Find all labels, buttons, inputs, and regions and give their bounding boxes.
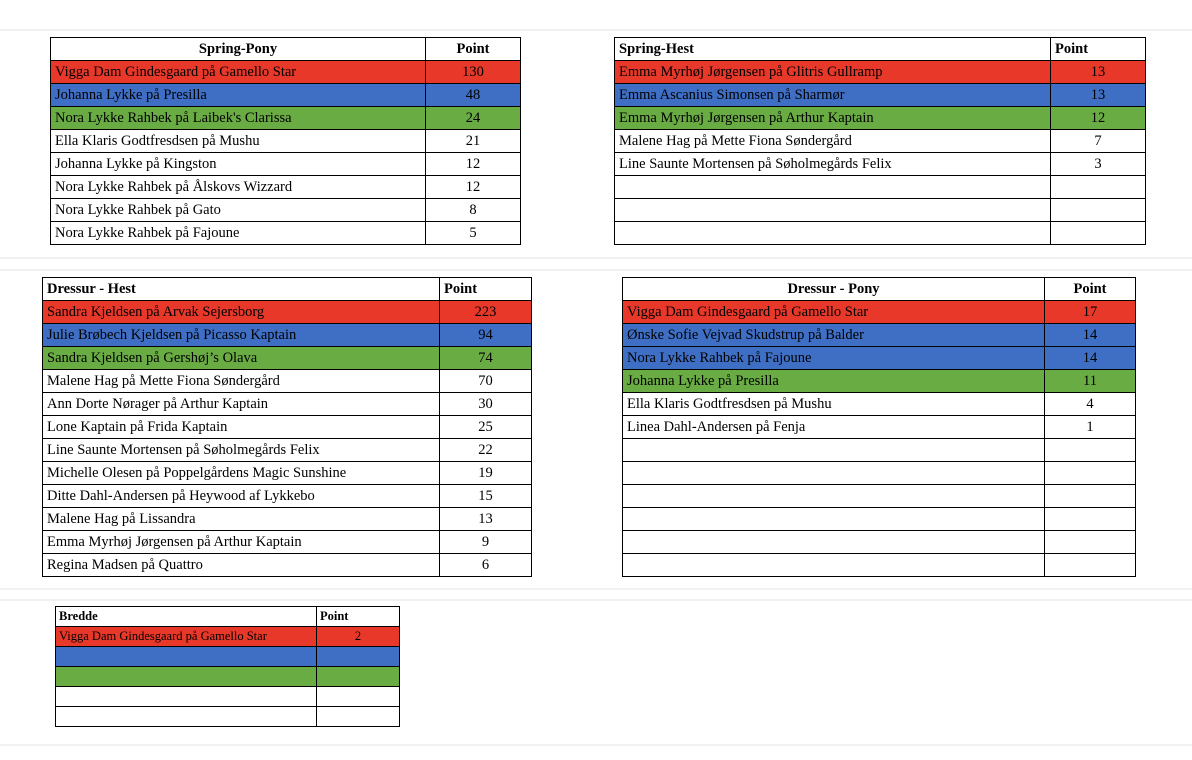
name-cell[interactable]: Michelle Olesen på Poppelgårdens Magic Sunshine bbox=[43, 462, 440, 485]
table-row bbox=[43, 347, 532, 370]
table-row bbox=[51, 222, 521, 245]
table-row bbox=[615, 130, 1146, 153]
table-row bbox=[615, 222, 1146, 245]
point-cell[interactable] bbox=[317, 667, 400, 687]
point-cell[interactable]: 12 bbox=[426, 176, 521, 199]
name-cell[interactable]: Sandra Kjeldsen på Arvak Sejersborg bbox=[43, 301, 440, 324]
table-row bbox=[623, 416, 1136, 439]
header-row bbox=[615, 38, 1146, 61]
point-cell[interactable] bbox=[1045, 554, 1136, 577]
table-row bbox=[43, 416, 532, 439]
point-cell[interactable]: 74 bbox=[440, 347, 532, 370]
name-cell[interactable]: Malene Hag på Mette Fiona Søndergård bbox=[615, 130, 1051, 153]
point-cell[interactable]: 13 bbox=[1051, 61, 1146, 84]
table-row bbox=[623, 439, 1136, 462]
point-cell[interactable]: 30 bbox=[440, 393, 532, 416]
table-row bbox=[623, 508, 1136, 531]
point-cell[interactable]: 25 bbox=[440, 416, 532, 439]
point-cell[interactable]: 17 bbox=[1045, 301, 1136, 324]
table-row bbox=[43, 393, 532, 416]
bredde-table bbox=[55, 606, 400, 727]
table-row bbox=[623, 347, 1136, 370]
name-cell[interactable]: Vigga Dam Gindesgaard på Gamello Star bbox=[51, 61, 426, 84]
table-row bbox=[623, 554, 1136, 577]
table-row bbox=[43, 462, 532, 485]
header-name-cell[interactable]: Bredde bbox=[56, 607, 317, 627]
name-cell[interactable]: Nora Lykke Rahbek på Fajoune bbox=[623, 347, 1045, 370]
point-cell[interactable]: 70 bbox=[440, 370, 532, 393]
name-cell[interactable]: Sandra Kjeldsen på Gershøj’s Olava bbox=[43, 347, 440, 370]
header-point-cell[interactable]: Point bbox=[1051, 38, 1146, 61]
dressur-hest-table bbox=[42, 277, 532, 577]
point-cell[interactable]: 14 bbox=[1045, 347, 1136, 370]
table-row bbox=[615, 61, 1146, 84]
point-cell[interactable]: 130 bbox=[426, 61, 521, 84]
name-cell[interactable]: Lone Kaptain på Frida Kaptain bbox=[43, 416, 440, 439]
name-cell[interactable]: Malene Hag på Lissandra bbox=[43, 508, 440, 531]
table-row bbox=[623, 301, 1136, 324]
table-row bbox=[56, 667, 400, 687]
point-cell[interactable]: 94 bbox=[440, 324, 532, 347]
name-cell[interactable] bbox=[623, 439, 1045, 462]
name-cell[interactable] bbox=[623, 462, 1045, 485]
header-row bbox=[43, 278, 532, 301]
name-cell[interactable] bbox=[56, 707, 317, 727]
table-row bbox=[43, 439, 532, 462]
name-cell[interactable] bbox=[56, 667, 317, 687]
name-cell[interactable] bbox=[56, 687, 317, 707]
table-row bbox=[615, 199, 1146, 222]
name-cell[interactable] bbox=[623, 554, 1045, 577]
name-cell[interactable]: Johanna Lykke på Kingston bbox=[51, 153, 426, 176]
name-cell[interactable]: Nora Lykke Rahbek på Ålskovs Wizzard bbox=[51, 176, 426, 199]
header-point-cell[interactable]: Point bbox=[426, 38, 521, 61]
name-cell[interactable]: Emma Myrhøj Jørgensen på Glitris Gullramp bbox=[615, 61, 1051, 84]
name-cell[interactable]: Emma Myrhøj Jørgensen på Arthur Kaptain bbox=[615, 107, 1051, 130]
point-cell[interactable]: 12 bbox=[1051, 107, 1146, 130]
point-cell[interactable] bbox=[317, 687, 400, 707]
name-cell[interactable]: Regina Madsen på Quattro bbox=[43, 554, 440, 577]
table-row bbox=[51, 130, 521, 153]
point-cell[interactable]: 2 bbox=[317, 627, 400, 647]
name-cell[interactable]: Ditte Dahl-Andersen på Heywood af Lykkebo bbox=[43, 485, 440, 508]
point-cell[interactable] bbox=[1045, 439, 1136, 462]
name-cell[interactable] bbox=[623, 531, 1045, 554]
name-cell[interactable]: Nora Lykke Rahbek på Fajoune bbox=[51, 222, 426, 245]
name-cell[interactable]: Johanna Lykke på Presilla bbox=[623, 370, 1045, 393]
name-cell[interactable]: Ønske Sofie Vejvad Skudstrup på Balder bbox=[623, 324, 1045, 347]
spring-hest-table bbox=[614, 37, 1146, 245]
header-name-cell[interactable]: Dressur - Pony bbox=[623, 278, 1045, 301]
point-cell[interactable]: 8 bbox=[426, 199, 521, 222]
table-row bbox=[51, 84, 521, 107]
dressur-pony-table bbox=[622, 277, 1136, 577]
table-row bbox=[43, 370, 532, 393]
name-cell[interactable]: Nora Lykke Rahbek på Gato bbox=[51, 199, 426, 222]
table-row bbox=[43, 508, 532, 531]
table-row bbox=[623, 370, 1136, 393]
header-point-cell[interactable]: Point bbox=[317, 607, 400, 627]
point-cell[interactable] bbox=[317, 707, 400, 727]
table-row bbox=[43, 301, 532, 324]
table-row bbox=[623, 393, 1136, 416]
point-cell[interactable]: 19 bbox=[440, 462, 532, 485]
point-cell[interactable]: 12 bbox=[426, 153, 521, 176]
point-cell[interactable]: 13 bbox=[440, 508, 532, 531]
name-cell[interactable] bbox=[56, 647, 317, 667]
name-cell[interactable] bbox=[615, 199, 1051, 222]
name-cell[interactable]: Nora Lykke Rahbek på Laibek's Clarissa bbox=[51, 107, 426, 130]
name-cell[interactable]: Emma Ascanius Simonsen på Sharmør bbox=[615, 84, 1051, 107]
table-row bbox=[623, 324, 1136, 347]
point-cell[interactable]: 223 bbox=[440, 301, 532, 324]
point-cell[interactable]: 13 bbox=[1051, 84, 1146, 107]
point-cell[interactable] bbox=[317, 647, 400, 667]
header-name-cell[interactable]: Spring-Hest bbox=[615, 38, 1051, 61]
name-cell[interactable] bbox=[615, 176, 1051, 199]
point-cell[interactable]: 48 bbox=[426, 84, 521, 107]
header-name-cell[interactable]: Spring-Pony bbox=[51, 38, 426, 61]
name-cell[interactable]: Line Saunte Mortensen på Søholmegårds Felix bbox=[615, 153, 1051, 176]
point-cell[interactable] bbox=[1051, 199, 1146, 222]
spring-pony-table bbox=[50, 37, 521, 245]
name-cell[interactable]: Line Saunte Mortensen på Søholmegårds Felix bbox=[43, 439, 440, 462]
name-cell[interactable]: Vigga Dam Gindesgaard på Gamello Star bbox=[623, 301, 1045, 324]
table-row bbox=[615, 176, 1146, 199]
point-cell[interactable]: 21 bbox=[426, 130, 521, 153]
name-cell[interactable]: Ella Klaris Godtfresdsen på Mushu bbox=[51, 130, 426, 153]
point-cell[interactable]: 14 bbox=[1045, 324, 1136, 347]
header-name-cell[interactable]: Dressur - Hest bbox=[43, 278, 440, 301]
table-row bbox=[56, 707, 400, 727]
table-row bbox=[51, 176, 521, 199]
point-cell[interactable] bbox=[1051, 176, 1146, 199]
name-cell[interactable]: Ann Dorte Nørager på Arthur Kaptain bbox=[43, 393, 440, 416]
header-point-cell[interactable]: Point bbox=[1045, 278, 1136, 301]
table-row bbox=[56, 687, 400, 707]
table-row bbox=[43, 554, 532, 577]
table-row bbox=[43, 531, 532, 554]
point-cell[interactable]: 15 bbox=[440, 485, 532, 508]
point-cell[interactable]: 22 bbox=[440, 439, 532, 462]
header-row bbox=[56, 607, 400, 627]
point-cell[interactable]: 6 bbox=[440, 554, 532, 577]
table-row bbox=[51, 107, 521, 130]
name-cell[interactable] bbox=[623, 485, 1045, 508]
point-cell[interactable]: 24 bbox=[426, 107, 521, 130]
point-cell[interactable] bbox=[1045, 531, 1136, 554]
name-cell[interactable]: Vigga Dam Gindesgaard på Gamello Star bbox=[56, 627, 317, 647]
table-row bbox=[623, 485, 1136, 508]
name-cell[interactable]: Julie Brøbech Kjeldsen på Picasso Kaptain bbox=[43, 324, 440, 347]
header-row bbox=[623, 278, 1136, 301]
table-row bbox=[615, 153, 1146, 176]
point-cell[interactable]: 3 bbox=[1051, 153, 1146, 176]
point-cell[interactable]: 4 bbox=[1045, 393, 1136, 416]
header-point-cell[interactable]: Point bbox=[440, 278, 532, 301]
name-cell[interactable] bbox=[615, 222, 1051, 245]
point-cell[interactable] bbox=[1045, 485, 1136, 508]
name-cell[interactable]: Linea Dahl-Andersen på Fenja bbox=[623, 416, 1045, 439]
point-cell[interactable] bbox=[1045, 462, 1136, 485]
table-row bbox=[51, 61, 521, 84]
table-row bbox=[43, 324, 532, 347]
point-cell[interactable]: 11 bbox=[1045, 370, 1136, 393]
table-row bbox=[51, 153, 521, 176]
table-row bbox=[623, 531, 1136, 554]
point-cell[interactable]: 7 bbox=[1051, 130, 1146, 153]
name-cell[interactable]: Ella Klaris Godtfresdsen på Mushu bbox=[623, 393, 1045, 416]
point-cell[interactable]: 5 bbox=[426, 222, 521, 245]
table-row bbox=[43, 485, 532, 508]
point-cell[interactable] bbox=[1051, 222, 1146, 245]
point-cell[interactable] bbox=[1045, 508, 1136, 531]
name-cell[interactable]: Emma Myrhøj Jørgensen på Arthur Kaptain bbox=[43, 531, 440, 554]
header-row bbox=[51, 38, 521, 61]
table-row bbox=[51, 199, 521, 222]
table-row bbox=[56, 627, 400, 647]
table-row bbox=[56, 647, 400, 667]
table-row bbox=[623, 462, 1136, 485]
name-cell[interactable] bbox=[623, 508, 1045, 531]
table-row bbox=[615, 84, 1146, 107]
name-cell[interactable]: Johanna Lykke på Presilla bbox=[51, 84, 426, 107]
point-cell[interactable]: 1 bbox=[1045, 416, 1136, 439]
table-row bbox=[615, 107, 1146, 130]
point-cell[interactable]: 9 bbox=[440, 531, 532, 554]
name-cell[interactable]: Malene Hag på Mette Fiona Søndergård bbox=[43, 370, 440, 393]
